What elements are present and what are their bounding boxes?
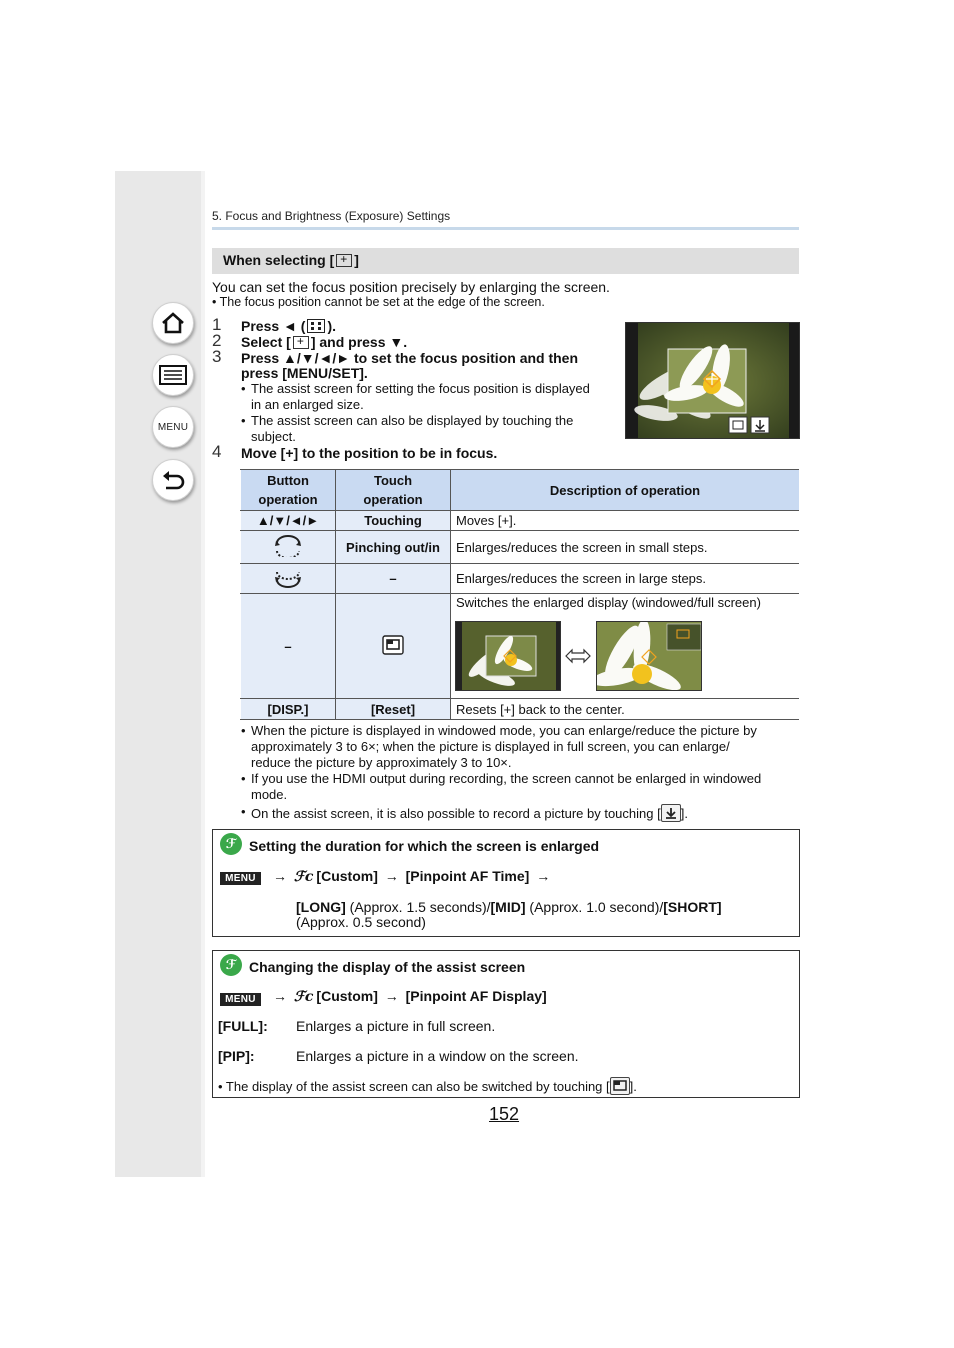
custom-setting-box-af-display (212, 950, 800, 1098)
breadcrumb-divider (212, 227, 799, 230)
menu-badge: MENU (220, 872, 261, 885)
touch-cell: Pinching out/in (336, 531, 451, 564)
table-row (241, 699, 800, 720)
description-cell: Enlarges/reduces the screen in large steps. (451, 564, 800, 594)
box-note: • The display of the assist screen can also be switched by touching [ ]. (218, 1079, 637, 1094)
button-cell: ▲/▼/◄/► (241, 511, 336, 531)
window-switch-icon (382, 635, 404, 655)
step-1-b: ). (327, 318, 337, 334)
step-3-bullet: • The assist screen for setting the focus position is displayed in an enlarged size. • The assist screen can also be displayed by touching the subject. (241, 381, 590, 444)
camera-screen-image (625, 322, 800, 439)
step-4-text: Move [+] to the position to be in focus. (241, 445, 498, 461)
pip-label: [PIP]: (218, 1048, 255, 1064)
shutter-touch-icon (661, 804, 681, 822)
note-item: • On the assist screen, it is also possible to record a picture by touching [ ]. (240, 804, 800, 822)
breadcrumb: 5. Focus and Brightness (Exposure) Settings (212, 209, 451, 223)
note-item: • If you use the HDMI output during recording, the screen cannot be enlarged in windowed mode. (240, 771, 800, 803)
menu-icon: MENU (157, 421, 189, 433)
pinpoint-af-icon (336, 254, 352, 267)
menu-item-pinpoint-af-time[interactable]: [Pinpoint AF Time] (405, 868, 530, 884)
step-2-b: ] and press ▼. (310, 334, 408, 350)
step-number: 1 (212, 315, 222, 334)
step-3-text: Press ▲/▼/◄/► to set the focus position and then (241, 350, 579, 366)
bullet-line: The assist screen for setting the focus position is displayed (251, 381, 590, 396)
touch-cell: – (336, 564, 451, 594)
touch-cell: [Reset] (336, 699, 451, 720)
back-icon (160, 468, 186, 492)
option-list: [LONG] (Approx. 1.5 seconds)/[MID] (Approx. 1.0 second)/[SHORT] (296, 899, 722, 915)
home-icon (160, 311, 186, 335)
pip-description: Enlarges a picture in a window on the screen. (296, 1048, 579, 1064)
custom-icon: ℱc (293, 869, 314, 885)
touch-cell: Touching (336, 511, 451, 531)
home-button[interactable] (152, 302, 194, 344)
menu-path: → ℱc [Custom] → [Pinpoint AF Display] (273, 988, 547, 1005)
table-row (241, 531, 800, 564)
full-label: [FULL]: (218, 1018, 268, 1034)
header-description: Description of operation (451, 470, 800, 511)
window-switch-icon (610, 1077, 630, 1095)
touch-cell (336, 594, 451, 699)
button-cell (241, 531, 336, 564)
box-title: Setting the duration for which the screen is enlarged (249, 838, 600, 854)
menu-path: → ℱc [Custom] → [Pinpoint AF Time] → (273, 868, 551, 885)
full-screen-display-image (596, 621, 702, 691)
page-number: 152 (489, 1104, 520, 1124)
note-item: • When the picture is displayed in windowed mode, you can enlarge/reduce the picture by approximately 3 to 6×; when the picture is displayed in full screen, you can enlarge/ reduce the picture by approximately 3 to 10×. (240, 723, 800, 771)
intro-note: • The focus position cannot be set at the edge of the screen. (212, 295, 545, 309)
description-text: Switches the enlarged display (windowed/full screen) (456, 595, 761, 610)
section-title (212, 248, 799, 274)
af-mode-icon (307, 319, 325, 333)
contents-list-icon (159, 365, 187, 385)
back-button[interactable] (152, 459, 194, 501)
intro-text: You can set the focus position precisely by enlarging the screen. (212, 279, 610, 295)
menu-badge: MENU (220, 993, 261, 1006)
button-cell: [DISP.] (241, 699, 336, 720)
button-cell (241, 564, 336, 594)
description-cell: Resets [+] back to the center. (451, 699, 800, 720)
step-number: 3 (212, 347, 222, 366)
step-2-text (241, 334, 407, 350)
double-arrow-icon (565, 648, 591, 664)
header-button-operation: Button operation (241, 470, 336, 511)
pinpoint-af-icon (293, 336, 309, 349)
contents-button[interactable] (152, 354, 194, 396)
button-cell: – (241, 594, 336, 699)
section-title-text: When selecting [ (223, 252, 335, 268)
description-cell: Moves [+]. (451, 511, 800, 531)
step-1-text (241, 318, 336, 334)
bullet-line: subject. (251, 429, 296, 444)
custom-setting-box-af-time (212, 829, 800, 937)
full-description: Enlarges a picture in full screen. (296, 1018, 496, 1034)
windowed-display-image (455, 621, 561, 691)
step-number: 4 (212, 442, 222, 461)
option-list-2: (Approx. 0.5 second) (296, 914, 426, 930)
step-3-text-2: press [MENU/SET]. (241, 365, 368, 381)
custom-menu-icon: ℱ (220, 833, 242, 855)
menu-item-pinpoint-af-display[interactable]: [Pinpoint AF Display] (405, 988, 547, 1004)
custom-icon: ℱc (293, 989, 314, 1005)
notes-list (240, 723, 800, 822)
sidebar-edge (201, 171, 205, 1177)
bullet-line: The assist screen can also be displayed by touching the (251, 413, 574, 428)
menu-button[interactable] (152, 406, 194, 448)
table-row (241, 511, 800, 531)
description-cell: Enlarges/reduces the screen in small steps. (451, 531, 800, 564)
rear-dial-icon (273, 535, 303, 557)
section-title-end: ] (354, 252, 359, 268)
step-1-a: Press ◄ ( (241, 318, 306, 334)
bullet-line: in an enlarged size. (251, 397, 364, 412)
step-2-a: Select [ (241, 334, 291, 350)
front-dial-icon (273, 566, 303, 588)
custom-menu-icon: ℱ (220, 954, 242, 976)
table-row (241, 564, 800, 594)
box-title: Changing the display of the assist screen (249, 959, 526, 975)
step-number: 2 (212, 331, 222, 350)
header-touch-operation: Touch operation (336, 470, 451, 511)
